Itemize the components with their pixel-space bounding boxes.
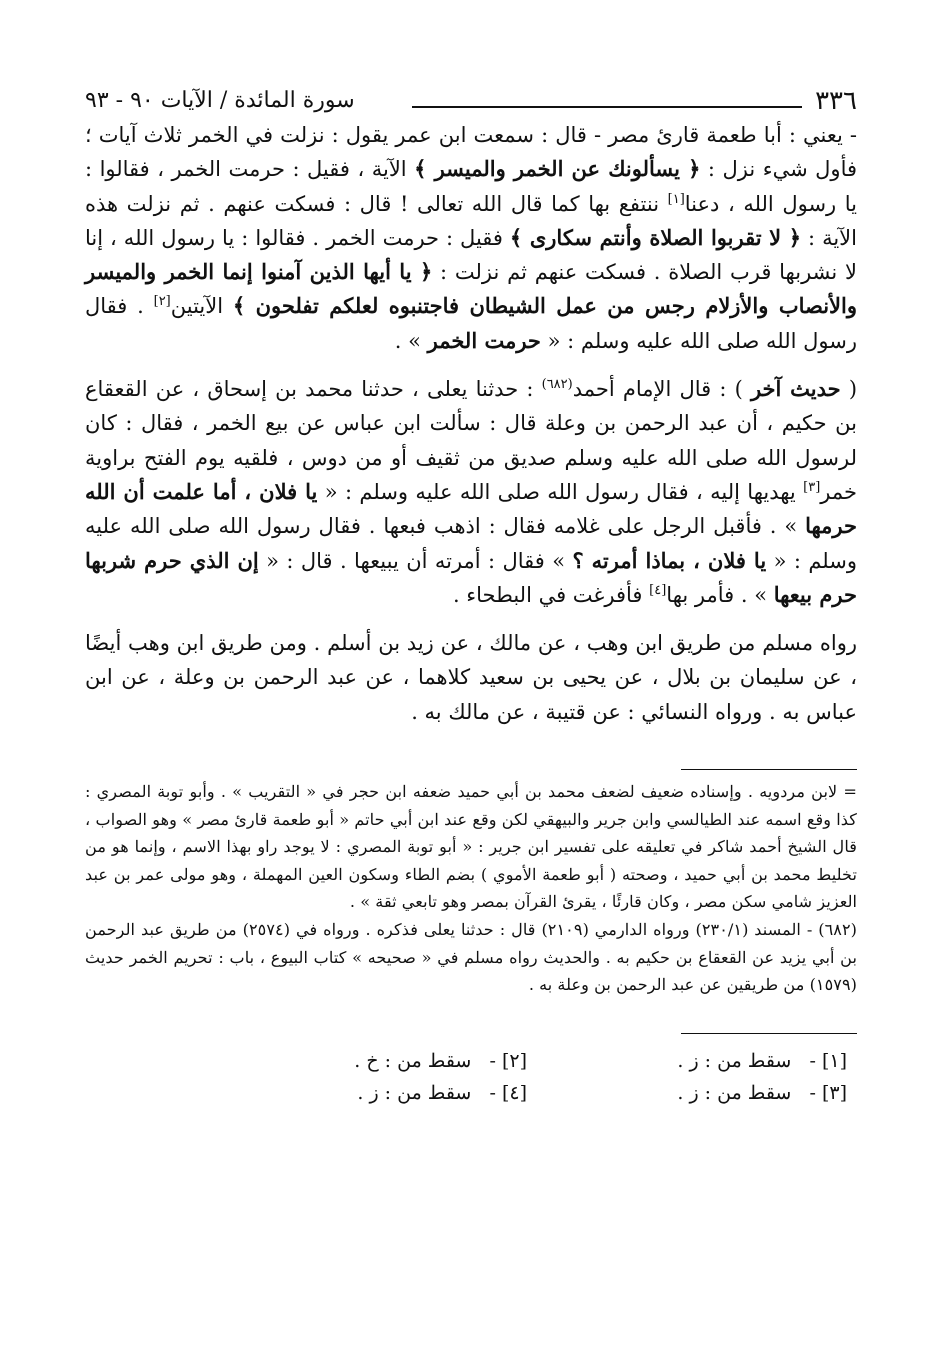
footnote-682: (٦٨٢) - المسند (٢٣٠/١) ورواه الدارمي (٢١٠٩) قال : حدثنا يعلى فذكره . ورواه في (٢٥٧٤) من طريق عبد الرحمن بن أبي يزيد عن القعقاع بن حكيم به . والحديث رواه مسلم في « صحيحه » كتاب البيوع ، باب : تحريم الخمر حديث (١٥٧٩) من طريقين عن عبد الرحمن بن وعلة به . <box>85 920 857 995</box>
section-heading: حديث آخر <box>750 376 841 402</box>
text-segment: » . <box>394 328 428 353</box>
variant-number: [٣] - <box>809 1081 847 1104</box>
text-segment: ) : قال الإمام أحمد <box>572 377 751 402</box>
page-number: ٣٣٦ <box>815 86 857 116</box>
paragraph-2 <box>85 372 857 612</box>
text-segment: - يعني : أبا طعمة قارئ مصر - قال : سمعت ابن عمر يقول : نزلت في الخمر ثلاث آيات ؛ فأول شيء نزل : <box>85 123 858 182</box>
footnote-marker: (٦٨٢) <box>541 377 573 393</box>
header-rule <box>412 106 802 108</box>
text-segment: » . فأقبل الرجل على غلامه فقال : اذهب فبعها . فقال رسول الله صلى الله عليه وسلم : « <box>85 514 857 573</box>
text-segment: » فقال : أمرته أن يبيعها . قال : « <box>258 548 573 573</box>
book-page <box>85 78 857 1106</box>
variant-note-1 <box>527 1048 847 1074</box>
footnotes <box>85 778 857 999</box>
paragraph-3: رواه مسلم من طريق ابن وهب ، عن مالك ، عن زيد بن أسلم . ومن طريق ابن وهب أيضًا ، عن سليمان بن بلال ، عن يحيى بن سعيد كلاهما ، عن عبد الرحمن بن وعلة ، عن ابن عباس به . ورواه النسائي : عن قتيبة ، عن مالك به . <box>85 631 857 724</box>
variant-text: سقط من : ز . <box>357 1081 472 1104</box>
hadith-quote: يا فلان ، بماذا أمرته ؟ <box>572 547 767 573</box>
quran-quote: ﴿ يسألونك عن الخمر والميسر ﴾ <box>414 156 701 182</box>
page-header <box>85 78 857 118</box>
manuscript-variants <box>207 1048 847 1106</box>
footnote-continuation: = لابن مردويه . وإسناده ضعيف لضعف محمد بن أبي حميد ضعفه ابن حجر في « التقريب » . وأبو توبة المصري : كذا وقع اسمه عند الطيالسي وابن جرير والبيهقي لكن وقع عند ابن أبي حاتم « أبو طعمة قارئ مصر » وهو الصواب ، قال الشيخ أحمد شاكر في تعليقه على تفسير ابن جرير : « أبو توبة المصري : لا يوجد راو بهذا الاسم ، وإنما هو من تخليط محمد بن أبي حميد ، وصحته ( أبو طعمة الأموي ) بضم الطاء وسكون العين المهملة ، وهو مولى عمر بن عبد العزيز شامي سكن مصر ، وكان قارئًا ، يقرئ القرآن بمصر وهو تابعي ثقة » . <box>85 782 857 912</box>
quran-quote: ﴿ لا تقربوا الصلاة وأنتم سكارى ﴾ <box>509 224 802 250</box>
variant-text: سقط من : خ . <box>354 1049 472 1072</box>
text-segment: : حدثنا يعلى ، حدثنا محمد بن إسحاق ، عن القعقاع بن حكيم ، أن عبد الرحمن بن وعلة قال : سألت ابن عباس عن بيع الخمر ، فقال : كان لرسول الله صلى الله عليه وسلم صديق من ثقيف أو من دوس ، فلقيه يوم الفتح براوية خمر <box>85 377 857 504</box>
variant-note-4 <box>207 1080 527 1106</box>
paragraph-1 <box>85 118 857 358</box>
text-segment: ننتفع بها كما قال الله تعالى ! قال : فسكت عنهم . ثم نزلت هذه الآية : <box>85 191 857 250</box>
text-segment: . فقال رسول الله صلى الله عليه وسلم : « <box>85 294 857 353</box>
hadith-quote: يا فلان ، أما علمت أن الله حرمها <box>85 478 857 539</box>
variant-note-3 <box>527 1080 847 1106</box>
hadith-quote: حرمت الخمر <box>427 327 541 353</box>
variant-number: [١] - <box>809 1049 847 1072</box>
text-segment: الآية ، فقيل : حرمت الخمر ، فقالوا : يا رسول الله ، دعنا <box>85 157 857 216</box>
variant-marker: [٣] <box>803 479 821 495</box>
variant-note-2 <box>207 1048 527 1074</box>
footnote-separator <box>681 769 857 770</box>
text-segment: الآيتين <box>170 294 233 319</box>
text-segment: يهديها إليه ، فقال رسول الله صلى الله عليه وسلم : « <box>317 479 804 504</box>
hadith-quote: إن الذي حرم شربها حرم بيعها <box>85 547 857 607</box>
variant-text: سقط من : ز . <box>677 1081 792 1104</box>
quran-quote: ﴿ يا أيها الذين آمنوا إنما الخمر والميسر والأنصاب والأزلام رجس من عمل الشيطان فاجتنبوه لعلكم تفلحون ﴾ <box>85 259 857 319</box>
variant-marker: [١] <box>667 191 685 207</box>
text-segment: فقيل : حرمت الخمر . فقالوا : يا رسول الله ، إنا لا نشربها قرب الصلاة . فسكت عنهم ثم نزلت : <box>85 225 857 285</box>
running-title: سورة المائدة / الآيات ٩٠ - ٩٣ <box>85 88 355 113</box>
main-text <box>85 118 857 729</box>
variant-separator <box>681 1033 857 1034</box>
text-segment: فأفرغت في البطحاء . <box>452 582 650 607</box>
variant-marker: [٢] <box>153 294 171 310</box>
text-segment: ( <box>840 377 858 402</box>
text-segment: » . فأمر بها <box>666 582 774 607</box>
variant-number: [٤] - <box>489 1081 527 1104</box>
variant-marker: [٤] <box>649 582 667 598</box>
variant-number: [٢] - <box>489 1049 527 1072</box>
variant-text: سقط من : ز . <box>677 1049 792 1072</box>
